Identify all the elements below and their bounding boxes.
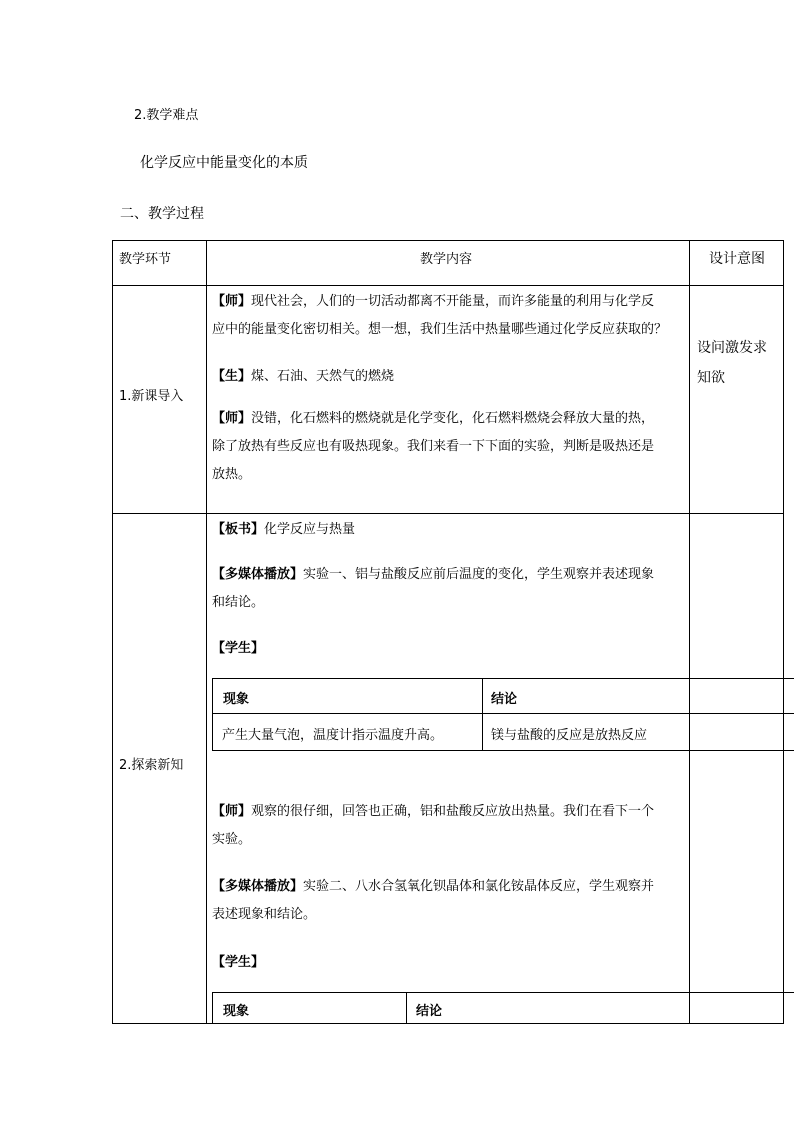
inner1-cell-conclusion: 镁与盐酸的反应是放热反应 xyxy=(491,728,648,743)
row1-stage: 1.新课导入 xyxy=(119,389,184,404)
student-tag: 【生】 xyxy=(212,369,252,384)
heading-teaching-difficulty: 2.教学难点 xyxy=(134,108,199,123)
row2-stage: 2.探索新知 xyxy=(119,758,184,773)
row2-media-paragraph xyxy=(212,561,686,617)
board-tag: 【板书】 xyxy=(212,522,265,537)
text-line: 没错，化石燃料的燃烧就是化学变化，化石燃料燃烧会释放大量的热， xyxy=(251,411,655,426)
text-line: 实验。 xyxy=(212,832,252,847)
text-line: 设问激发求 xyxy=(697,340,767,356)
text-line: 观察的很仔细，回答也正确，铝和盐酸反应放出热量。我们在看下一个 xyxy=(251,804,655,819)
row2-student-label xyxy=(212,635,264,663)
row1-teacher-paragraph-2 xyxy=(212,405,686,489)
teacher-tag: 【师】 xyxy=(212,411,252,426)
inner2-header-conclusion: 结论 xyxy=(416,1004,443,1019)
text-line: 现代社会，人们的一切活动都离不开能量，而许多能量的利用与化学反 xyxy=(251,294,655,309)
media-tag: 【多媒体播放】 xyxy=(212,567,304,582)
row1-teacher-paragraph xyxy=(212,288,686,344)
row1-intent xyxy=(697,333,767,393)
header-stage: 教学环节 xyxy=(119,252,172,267)
row1-student-paragraph xyxy=(212,363,686,391)
header-intent: 设计意图 xyxy=(709,251,765,267)
teacher-tag: 【师】 xyxy=(212,294,252,309)
text-line: 除了放热有些反应也有吸热现象。我们来看一下下面的实验，判断是吸热还是 xyxy=(212,439,655,454)
text-line: 实验二、八水合氢氧化钡晶体和氯化铵晶体反应，学生观察并 xyxy=(303,879,655,894)
text-line: 知欲 xyxy=(697,370,725,386)
teacher-tag: 【师】 xyxy=(212,804,252,819)
media-tag: 【多媒体播放】 xyxy=(212,879,304,894)
text-line: 实验一、铝与盐酸反应前后温度的变化，学生观察并表述现象 xyxy=(303,567,655,582)
student-tag: 【学生】 xyxy=(212,955,265,970)
row2-teacher-paragraph xyxy=(212,798,686,854)
text-line: 化学反应与热量 xyxy=(264,522,356,537)
inner1-header-phenomenon: 现象 xyxy=(223,692,250,707)
text-line: 表述现象和结论。 xyxy=(212,907,317,922)
inner1-cell-phenomenon: 产生大量气泡，温度计指示温度升高。 xyxy=(222,728,444,743)
inner2-header-phenomenon: 现象 xyxy=(223,1004,250,1019)
row2-media-paragraph-2 xyxy=(212,873,686,929)
text-line: 和结论。 xyxy=(212,595,265,610)
inner1-header-conclusion: 结论 xyxy=(491,692,518,707)
row2-student-label-2 xyxy=(212,949,264,977)
row2-board-paragraph xyxy=(212,516,355,544)
heading-teaching-process: 二、教学过程 xyxy=(120,206,204,222)
text-line: 放热。 xyxy=(212,467,252,482)
difficulty-text: 化学反应中能量变化的本质 xyxy=(140,155,308,171)
text-line: 应中的能量变化密切相关。想一想，我们生活中热量哪些通过化学反应获取的？ xyxy=(212,322,668,337)
student-tag: 【学生】 xyxy=(212,641,265,656)
header-content: 教学内容 xyxy=(420,252,473,267)
text-line: 煤、石油、天然气的燃烧 xyxy=(251,369,395,384)
